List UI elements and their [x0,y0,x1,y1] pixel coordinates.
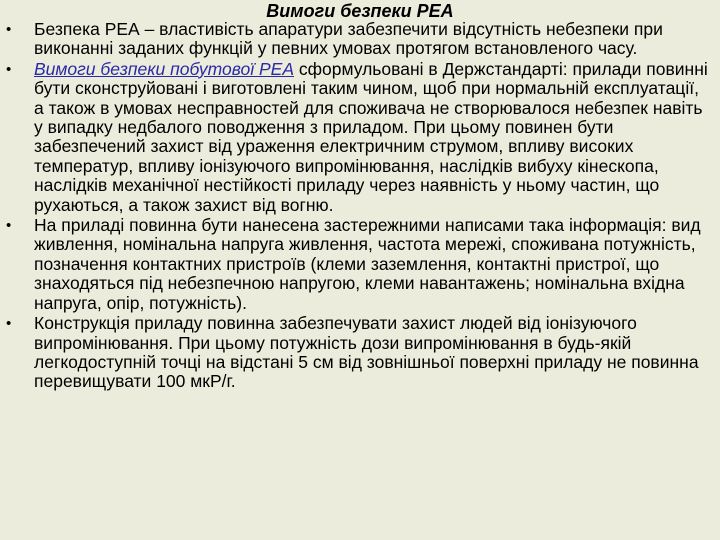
bullet-text: На приладі повинна бути нанесена застережними написами така інформація: вид живлення, номінальна напруга живлення, частота мережі, споживана потужність, позначення контактних пристроїв (клеми заземлення, контактні пристрої, що знаходяться під небезпечною напругою, клеми навантажень; номінальна вхідна напруга, опір, потужність). [34,215,701,313]
bullet-item [0,60,712,215]
bullet-item [0,20,712,59]
slide-title: Вимоги безпеки РЕА [266,1,454,21]
hyperlink-phrase[interactable]: Вимоги безпеки побутової РЕА [34,58,295,79]
bullet-dot: • [6,21,12,38]
bullet-dot: • [6,60,12,78]
bullet-item [0,314,712,392]
bullet-text: Конструкція приладу повинна забезпечувати захист людей від іонізуючого випромінювання. При цьому потужність дози випромінювання в будь-якій легкодоступній точці на відстані 5 см від зовнішньої поверхні приладу не повинна перевищувати 100 мкР/г. [34,313,699,392]
bullet-dot: • [6,217,12,235]
bullet-text: сформульовані в Держстандарті: прилади повинні бути сконструйовані і виготовлені таким чином, щоб при нормальній експлуатації, а також в умовах несправностей для споживача не створювалося небезпек навіть у випадку недбалого поводження з приладом. При цьому повинен бути забезпечений захист від ураження електричним струмом, впливу високих температур, впливу іонізуючого випромінювання, наслідків вибуху кінескопа, наслідків механічної нестійкості приладу через наявність у ньому частин, що рухаються, а також захист від вогню. [34,58,708,215]
bullet-list [0,20,712,393]
bullet-text: Безпека РЕА – властивість апаратури забезпечити відсутність небезпеки при виконанні заданих функцій у певних умовах протягом встановленого часу. [34,19,663,59]
bullet-item [0,216,712,313]
bullet-dot: • [6,315,12,333]
